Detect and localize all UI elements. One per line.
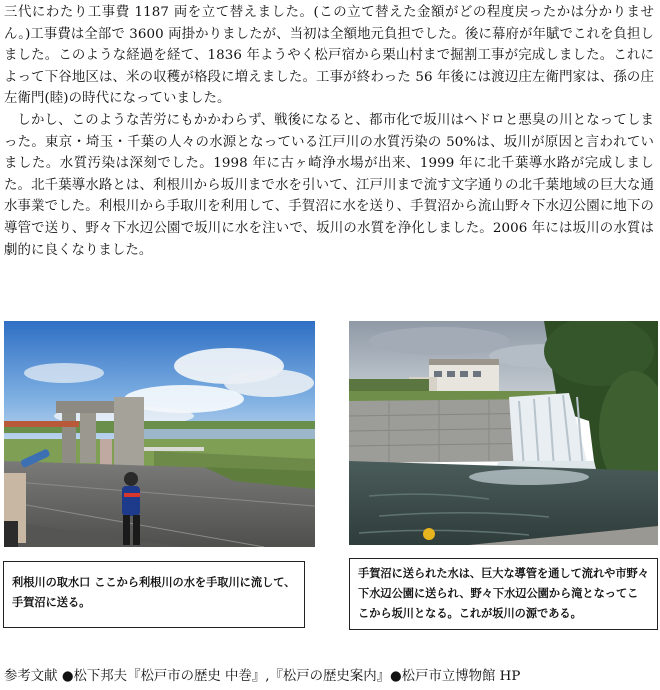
article-paragraph-1: 三代にわたり工事費 1187 両を立て替えました。(この立て替えた金額がどの程度戻ったかは分かりません。)工事費は全部で 3600 両掛かりましたが、当初は全額地元負担でした。後に幕府が年賦でこれを負担しました。このような経過を経て、1836 年ようやく松戸宿から栗山村まで掘割工事が完成しました。これによって下谷地区は、米の収穫が格段に増えました。工事が終わった 56 年後には渡辺庄左衛門家は、孫の庄左衛門(睦)の時代になっていました。 bbox=[4, 5, 654, 107]
article-paragraph-2: しかし、このような苦労にもかかわらず、戦後になると、都市化で坂川はヘドロと悪臭の川となってしまった。東京・埼玉・千葉の人々の水源となっている江戸川の水質汚染の 50%は、坂川が原因と言われていました。水質汚染は深刻でした。1998 年に古ヶ崎浄水場が出来、1999 年に北千葉導水路が完成しました。北千葉導水路とは、利根川から坂川まで水を引いて、江戸川まで流す文字通りの北千葉地域の巨大な通水事業でした。利根川から手取川を利用して、手賀沼に水を送り、手賀沼から流山野々下水辺公園に地下の導管で送り、野々下水辺公園で坂川に水を注いで、坂川の水質を浄化しました。2006 年には坂川の水質は劇的に良くなりました。 bbox=[4, 112, 654, 258]
photo-waterfall bbox=[349, 321, 658, 545]
intake-gate-illustration bbox=[4, 321, 315, 547]
photo-intake-gate bbox=[4, 321, 315, 547]
article-body bbox=[4, 2, 654, 261]
references: 参考文献 ●松下邦夫『松戸市の歴史 中巻』,『松戸の歴史案内』●松戸市立博物館 HP bbox=[4, 669, 521, 684]
photo-caption-intake: 利根川の取水口 ここから利根川の水を手取川に流して、手賀沼に送る。 bbox=[3, 561, 305, 628]
photo-caption-waterfall: 手賀沼に送られた水は、巨大な導管を通して流れや市野々下水辺公園に送られ、野々下水辺公園から滝となってここから坂川となる。これが坂川の源である。 bbox=[349, 558, 658, 630]
waterfall-illustration bbox=[349, 321, 658, 545]
